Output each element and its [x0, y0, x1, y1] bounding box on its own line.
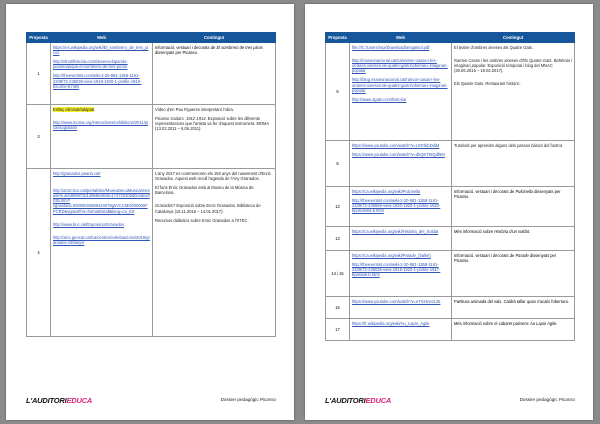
header-proposta: Proposta: [27, 33, 51, 43]
content-text: Tutorials per aprendre alguns dels passos bàsics del foxtrot.: [454, 143, 564, 148]
web-link[interactable]: https://fr.wikipedia.org/wiki/Au_Lapin_Agile: [352, 321, 430, 326]
proposal-number: 17: [326, 319, 350, 341]
venue-name: Au Lapin Agile: [530, 321, 557, 326]
auditori-educa-logo: L'AUDITORIEDUCA: [26, 396, 93, 405]
web-link[interactable]: http://www.bnc.cat/Exposicio/Granados: [53, 221, 124, 227]
content-text: dissenyats per Picasso.: [155, 50, 199, 56]
web-link[interactable]: http://museunacional.cat/ca/ramon-casas-i-les-ombres-xineses-de-quatre-gats-bohemia-i-imaginari-popular: [352, 58, 448, 74]
content-text: Informació, vestuari i decorats de: [155, 45, 217, 50]
web-link[interactable]: http://granados.pearia.cat/: [53, 171, 101, 176]
content-cell: Més informació sobre el cabaret parisenc Au Lapin Agile.: [452, 319, 575, 341]
proposal-number: 6: [326, 43, 350, 141]
proposal-number: 8: [326, 141, 350, 187]
proposal-number: 3: [27, 105, 51, 169]
web-cell: [51, 43, 153, 105]
header-proposta: Proposta: [326, 33, 350, 43]
header-web: Web: [51, 33, 153, 43]
table-row: [326, 297, 575, 319]
header-contingut: Contingut: [153, 33, 276, 43]
web-cell: [350, 227, 452, 251]
content-text: L'any 2017 es commemoren els 150 anys del naixement d'Enric Granados. Aquest web recull l'agenda de l'Any Granados.: [155, 171, 271, 182]
table-row: [326, 251, 575, 297]
content-text: Recursos didàctics sobre Enric Granados a l'XTEC.: [155, 217, 249, 223]
web-link[interactable]: http://www.4gats.com/historia/: [352, 96, 407, 102]
table-row: [27, 105, 276, 169]
web-cell: [350, 187, 452, 227]
exhibition-title: Granados: [155, 203, 173, 209]
auditori-educa-logo: L'AUDITORIEDUCA: [325, 396, 392, 405]
web-cell: [350, 43, 452, 141]
proposal-number: 1: [27, 43, 51, 105]
table-header: [326, 33, 575, 43]
web-link[interactable]: http://ar10.bcn.cat/portal/site/MuseuDeLaMusica/menuitem.a0c809971b13969e6916c17472030b0b/index003b.htm?vgnextoid=00000002689424679gnVCCMO000000FPCRD&vgnextfmt=formatDetall&lang=ca_ES: [53, 188, 150, 214]
web-link[interactable]: http://theeventist.com/wiki-2-20-881-1368-1161-2339/72-236038-view-1919-1920-1-profile-1917-bparade-b.html: [352, 262, 441, 278]
table-row: [27, 43, 276, 105]
content-text: Els Quatre Gats. Restaurant històric.: [454, 81, 521, 87]
content-text: Exposició temporal i blog del MNAC (30.06.2016 – 19.02.2017).: [454, 63, 553, 74]
web-link[interactable]: http://xtec.gencat.cat/ca/centres/celebracions/2016/granados-150anys/: [53, 234, 150, 245]
proposal-number: 16: [326, 297, 350, 319]
web-link[interactable]: https://www.youtube.com/watch?v=eTXzKvIJL25: [352, 299, 441, 304]
page-footer: [26, 396, 276, 406]
content-text: Partitura animada del vals. Caldrà tallar quan s'acabi l'obertura.: [454, 299, 569, 304]
web-link[interactable]: https://ca.wikipedia.org/wiki/Parade_(ballet): [352, 253, 431, 258]
proposal-number: 4: [27, 169, 51, 337]
web-cell: [350, 319, 452, 341]
content-cell: [452, 43, 575, 141]
exhibition-title: Ramon Casas i les ombres xineses d'Els Quatre Gats. Bohèmia i imaginari popular.: [454, 58, 572, 69]
web-cell: [51, 105, 153, 169]
footer-title: Dossier pedagògic Picasso: [220, 397, 276, 402]
content-cell: [153, 169, 276, 337]
web-link[interactable]: https://www.youtube.com/watch?v=dkQKTiNQdf6M: [352, 152, 445, 158]
web-link[interactable]: https://es.wikipedia.org/wiki/El_sombrero_de_tres_picos: [53, 45, 149, 56]
page-footer: [325, 396, 575, 406]
content-cell: Més informació sobre Història d'un soldat.: [452, 227, 575, 251]
proposals-table-left: [26, 32, 276, 337]
web-link[interactable]: http://blog.museunacional.cat/ramon-casas-i-les-ombres-xineses-de-quatre-gats-bohemia-i-imaginari-popular: [352, 77, 448, 93]
content-text: Vídeo d'en Pau Figueres interpretant l'obra.: [155, 107, 234, 112]
table-row: [326, 319, 575, 341]
content-cell: [452, 297, 575, 319]
content-cell: [452, 141, 575, 187]
proposal-number: 12: [326, 187, 350, 227]
content-text: El teatre d'ombres xineses als Quatre Gats.: [454, 45, 534, 50]
web-link[interactable]: http://theeventist.com/wiki-2-20-881-1368-1161-2339/72-236038-view-1919-1920-1-profile-1919-tricorne-b.html: [53, 73, 142, 89]
table-row: [326, 227, 575, 251]
exhibition-title: Picasso Guitars. 1912-1914: [155, 116, 206, 122]
header-contingut: Contingut: [452, 33, 575, 43]
table-row: [326, 141, 575, 187]
work-title: Parade: [515, 253, 529, 258]
document-page-left: [6, 4, 294, 420]
header-web: Web: [350, 33, 452, 43]
document-page-right: [305, 4, 593, 420]
content-text: . Exposició sobre les diferents representacions que l'artista va fer d'aquest instrument. MOMA (13.02.2011 – 6.06.2011).: [155, 116, 269, 132]
web-link[interactable]: http://theeventist.com/wiki-2-20-881-1368-1161-2339/72-236669-view-1920-1920-1-profile-1920-bpulcinella-b.html: [352, 198, 441, 214]
table-row: [326, 187, 575, 227]
content-text: ? Exposició sobre Enric Granados. Biblioteca de Catalunya (15.11.2016 – 14.01.2017).: [155, 203, 261, 214]
content-cell: [153, 43, 276, 105]
web-link[interactable]: file:///C:/Users/mpi/Download/arsgatsol.pdf: [352, 45, 430, 50]
work-title: El sombrero de tres picos: [216, 45, 263, 50]
proposal-number: 13: [326, 227, 350, 251]
web-cell: [350, 297, 452, 319]
table-row: [326, 43, 575, 141]
proposals-table-right: [325, 32, 575, 341]
web-link[interactable]: http://www.moma.org/interactives/exhibitions/2011/picassoguitars/: [53, 120, 149, 131]
footer-title: Dossier pedagògic Picasso: [519, 397, 575, 402]
proposal-number: 14 i 15: [326, 251, 350, 297]
web-link[interactable]: https://ca.wikipedia.org/wiki/Història_del_Soldat: [352, 229, 439, 234]
table-header: [27, 33, 276, 43]
work-title: Pulcinella: [515, 189, 533, 194]
web-cell: [350, 251, 452, 297]
content-text: El fons Enric Granados està al Museu de la Música de Barcelona.: [155, 185, 254, 196]
web-cell: [51, 169, 153, 337]
removed-link-note: Enllaç eliminat/adaptat: [53, 107, 95, 112]
table-row: [27, 169, 276, 337]
work-title: Història d'un soldat: [494, 229, 529, 234]
web-link[interactable]: https://www.youtube.com/watch?v=UOOkbDdiM: [352, 143, 440, 148]
web-link[interactable]: http://elnotihistoria.com/desenvolupando-picasso/pique-el-sombrero-de-tres-picos/: [53, 59, 128, 70]
content-cell: Informació, vestuari i decorats de Parade dissenyats per Picasso.: [452, 251, 575, 297]
web-cell: [350, 141, 452, 187]
web-link[interactable]: https://ca.wikipedia.org/wiki/Pulcinella: [352, 189, 421, 194]
content-cell: [153, 105, 276, 169]
content-cell: Informació, vestuari i decorats de Pulcinella dissenyats per Picasso.: [452, 187, 575, 227]
